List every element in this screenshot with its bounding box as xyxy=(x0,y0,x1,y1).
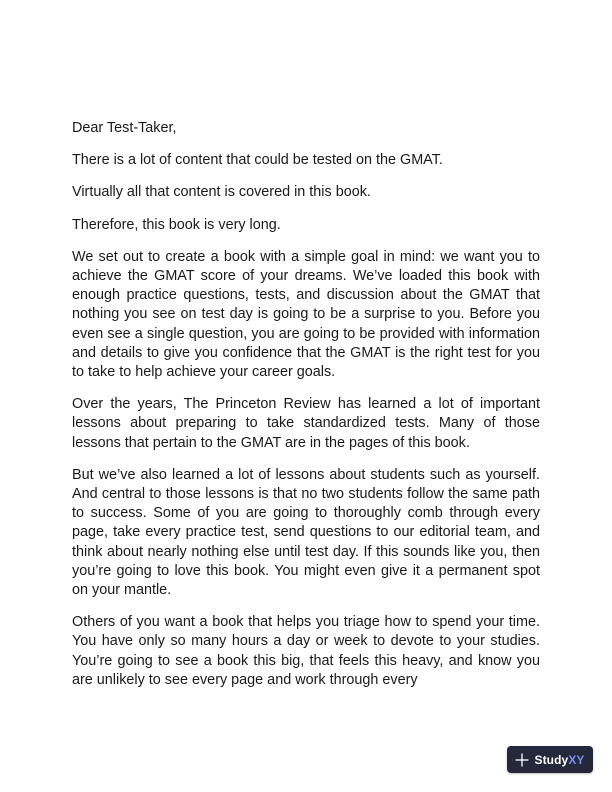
watermark-brand-accent: XY xyxy=(568,752,585,767)
salutation: Dear Test-Taker, xyxy=(72,120,177,136)
paragraph: There is a lot of content that could be tested on the GMAT. xyxy=(72,152,443,169)
letter-body xyxy=(72,119,540,690)
watermark-brand-main: Study xyxy=(534,752,569,767)
paragraph: But we’ve also learned a lot of lessons about students such as yourself. And central to those lessons is that no two students follow the same path to success. Some of you are going to thoroughly comb through every page, take every practice test, send questions to our editorial team, and think about nearly nothing else until test day. If this sounds like you, then you’re going to love this book. You might even give it a permanent spot on your mantle. xyxy=(72,466,540,599)
studyxy-watermark-badge[interactable] xyxy=(507,746,593,773)
paragraph: We set out to create a book with a simple goal in mind: we want you to achieve the GMAT score of your dreams. We’ve loaded this book with enough practice questions, tests, and discussion about the GMAT that nothing you see on test day is going to be a surprise to you. Before you even see a single question, you are going to be provided with information and details to give you confidence that the GMAT is the right test for you to take to help achieve your career goals. xyxy=(72,248,540,381)
plus-cross-icon xyxy=(515,753,529,767)
paragraph: Others of you want a book that helps you triage how to spend your time. You have only so many hours a day or week to devote to your studies. You’re going to see a book this big, that feels this heavy, and know you are unlikely to see every page and work through every xyxy=(72,614,540,688)
watermark-brand xyxy=(534,753,584,767)
paragraph: Virtually all that content is covered in this book. xyxy=(72,184,371,201)
paragraph: Over the years, The Princeton Review has learned a lot of important lessons about preparing to take standardized tests. Many of those lessons that pertain to the GMAT are in the pages of this book. xyxy=(72,396,540,451)
paragraph: Therefore, this book is very long. xyxy=(72,216,281,233)
